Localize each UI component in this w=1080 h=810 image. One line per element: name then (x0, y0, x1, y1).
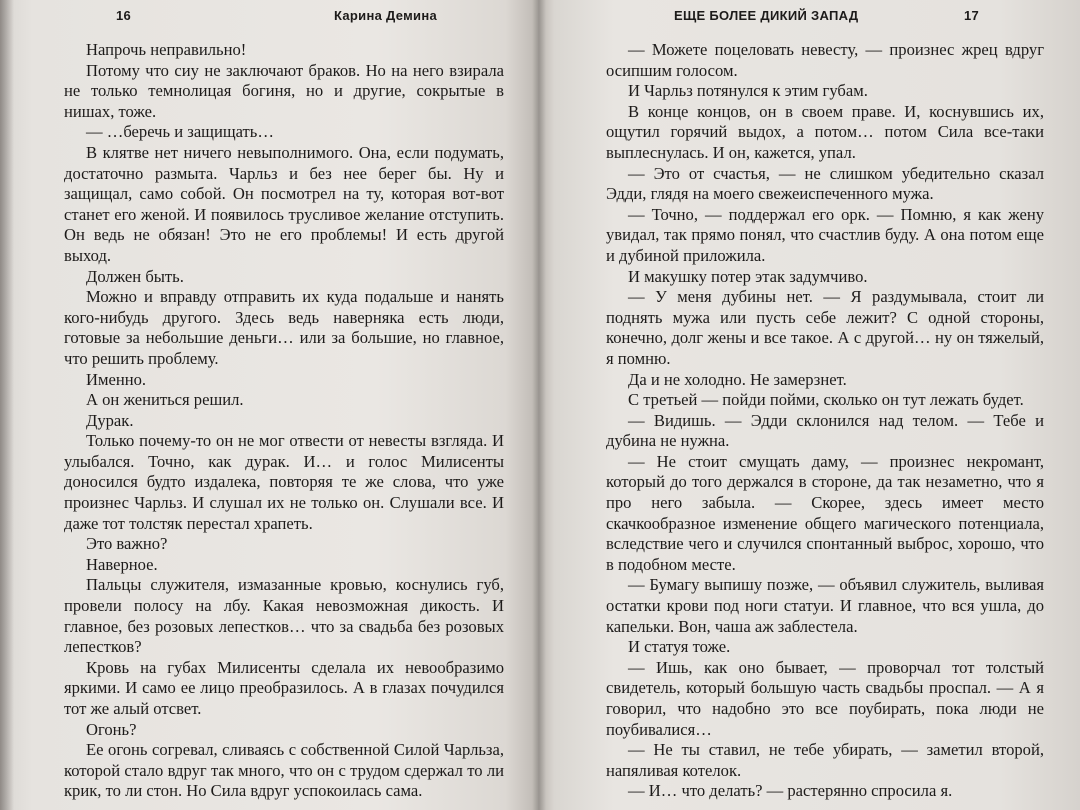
paragraph: Только почему-то он не мог отвести от невесты взгляда. И улыбался. Точно, как дурак. И… и голос Милисенты доносился будто издалека, повторяя те же слова, что уже произнес Чарльз. И слушал их не только он. Слушали все. И даже тот толстяк перестал храпеть. (64, 431, 504, 533)
book-edge-shadow (0, 0, 14, 810)
paragraph: И макушку потер этак задумчиво. (628, 266, 868, 286)
paragraph: — Видишь. — Эдди склонился над телом. — Тебе и дубина не нужна. (606, 410, 1044, 451)
paragraph: Потому что сиу не заключают браков. Но на него взирала не только темнолицая богиня, но и другие, сокрытые в нишах, тоже. (64, 60, 504, 121)
paragraph: Ее огонь согревал, сливаясь с собственной Силой Чарльза, которой стало вдруг так много, что он с трудом сдержал то ли крик, то ли стон. Но Сила вдруг успокоилась сама. (64, 740, 504, 801)
paragraph: А он жениться решил. (86, 390, 244, 410)
paragraph: Именно. (86, 369, 147, 389)
paragraph: — Бумагу выпишу позже, — объявил служитель, выливая остатки крови под ноги статуи. И главное, что вся ушла, до капельки. Вон, чаша аж заблестела. (606, 575, 1044, 636)
left-page (0, 0, 538, 810)
running-title-book: ЕЩЕ БОЛЕЕ ДИКИЙ ЗАПАД (674, 8, 859, 23)
paragraph: В клятве нет ничего невыполнимого. Она, если подумать, достаточно размыта. Чарльз и без нее берег бы. Ну и защищал, само собой. Он посмотрел на ту, которая вот-вот станет его женой. И появилось трусливое желание отступить. Он ведь не обязан! Это не его проблемы! И есть другой выход. (64, 142, 504, 265)
paragraph: Дурак. (86, 410, 134, 430)
left-running-head (64, 4, 512, 26)
paragraph: — Ишь, как оно бывает, — проворчал тот толстый свидетель, который большую часть свадьбы проспал. — А я говорил, что надобно это все поубирать, пока люди не поубивалися… (606, 657, 1044, 739)
paragraph: Огонь? (86, 719, 137, 739)
book-spine-shadow (532, 0, 546, 810)
right-page (538, 0, 1080, 810)
paragraph: — И… что делать? — растерянно спросила я. (628, 781, 953, 801)
running-title-author: Карина Демина (334, 8, 438, 23)
paragraph: Это важно? (86, 534, 168, 554)
paragraph: — Точно, — поддержал его орк. — Помню, я как жену увидал, так прямо понял, что счастлив буду. А она потом еще и дубиной приложила. (606, 204, 1044, 265)
paragraph: — Не стоит смущать даму, — произнес некромант, который до того держался в стороне, да так незаметно, что я про него забыла. — Скорее, здесь имеет место скачкообразное изменение общего магического потенциала, вследствие чего и случился спонтанный выброс, хорошо, что в подобном месте. (606, 451, 1044, 574)
paragraph: Наверное. (86, 554, 158, 574)
paragraph: — Это от счастья, — не слишком убедительно сказал Эдди, глядя на моего свежеиспеченного мужа. (606, 163, 1044, 204)
paragraph: И Чарльз потянулся к этим губам. (628, 81, 868, 101)
paragraph: — …беречь и защищать… (86, 122, 274, 142)
paragraph: И статуя тоже. (628, 637, 731, 657)
paragraph: Пальцы служителя, измазанные кровью, коснулись губ, провели полосу на лбу. Какая невозможная дикость. И главное, без розовых лепестков… что за свадьба без розовых лепестков? (64, 575, 504, 657)
right-page-text (606, 40, 1044, 802)
paragraph: В конце концов, он в своем праве. И, коснувшись их, ощутил горячий выдох, а потом… потом Сила все-таки выплеснулась. И он, кажется, упал. (606, 101, 1044, 162)
right-running-head (606, 4, 1044, 26)
page-number-left: 16 (116, 8, 132, 23)
paragraph: Напрочь неправильно! (86, 40, 247, 59)
left-page-text (64, 40, 504, 802)
paragraph: — У меня дубины нет. — Я раздумывала, стоит ли поднять мужа или пусть себе лежит? С одной стороны, конечно, долг жены и все такое. А с другой… ну он тяжелый, я помню. (606, 287, 1044, 368)
paragraph: Можно и вправду отправить их куда подальше и нанять кого-нибудь другого. Здесь ведь наверняка есть люди, готовые за небольшие деньги… или за большие, но главное, что решить проблему. (64, 287, 504, 368)
paragraph: — Можете поцеловать невесту, — произнес жрец вдруг осипшим голосом. (606, 40, 1044, 80)
paragraph: — Не ты ставил, не тебе убирать, — заметил второй, напяливая котелок. (606, 740, 1044, 780)
paragraph: Должен быть. (86, 266, 184, 286)
paragraph: С третьей — пойди пойми, сколько он тут лежать будет. (628, 390, 1024, 410)
page-number-right: 17 (964, 8, 980, 23)
paragraph: Да и не холодно. Не замерзнет. (628, 369, 847, 389)
paragraph: Кровь на губах Милисенты сделала их невообразимо яркими. И само ее лицо преобразилось. А в глазах почудился тот же алый отсвет. (64, 657, 504, 718)
